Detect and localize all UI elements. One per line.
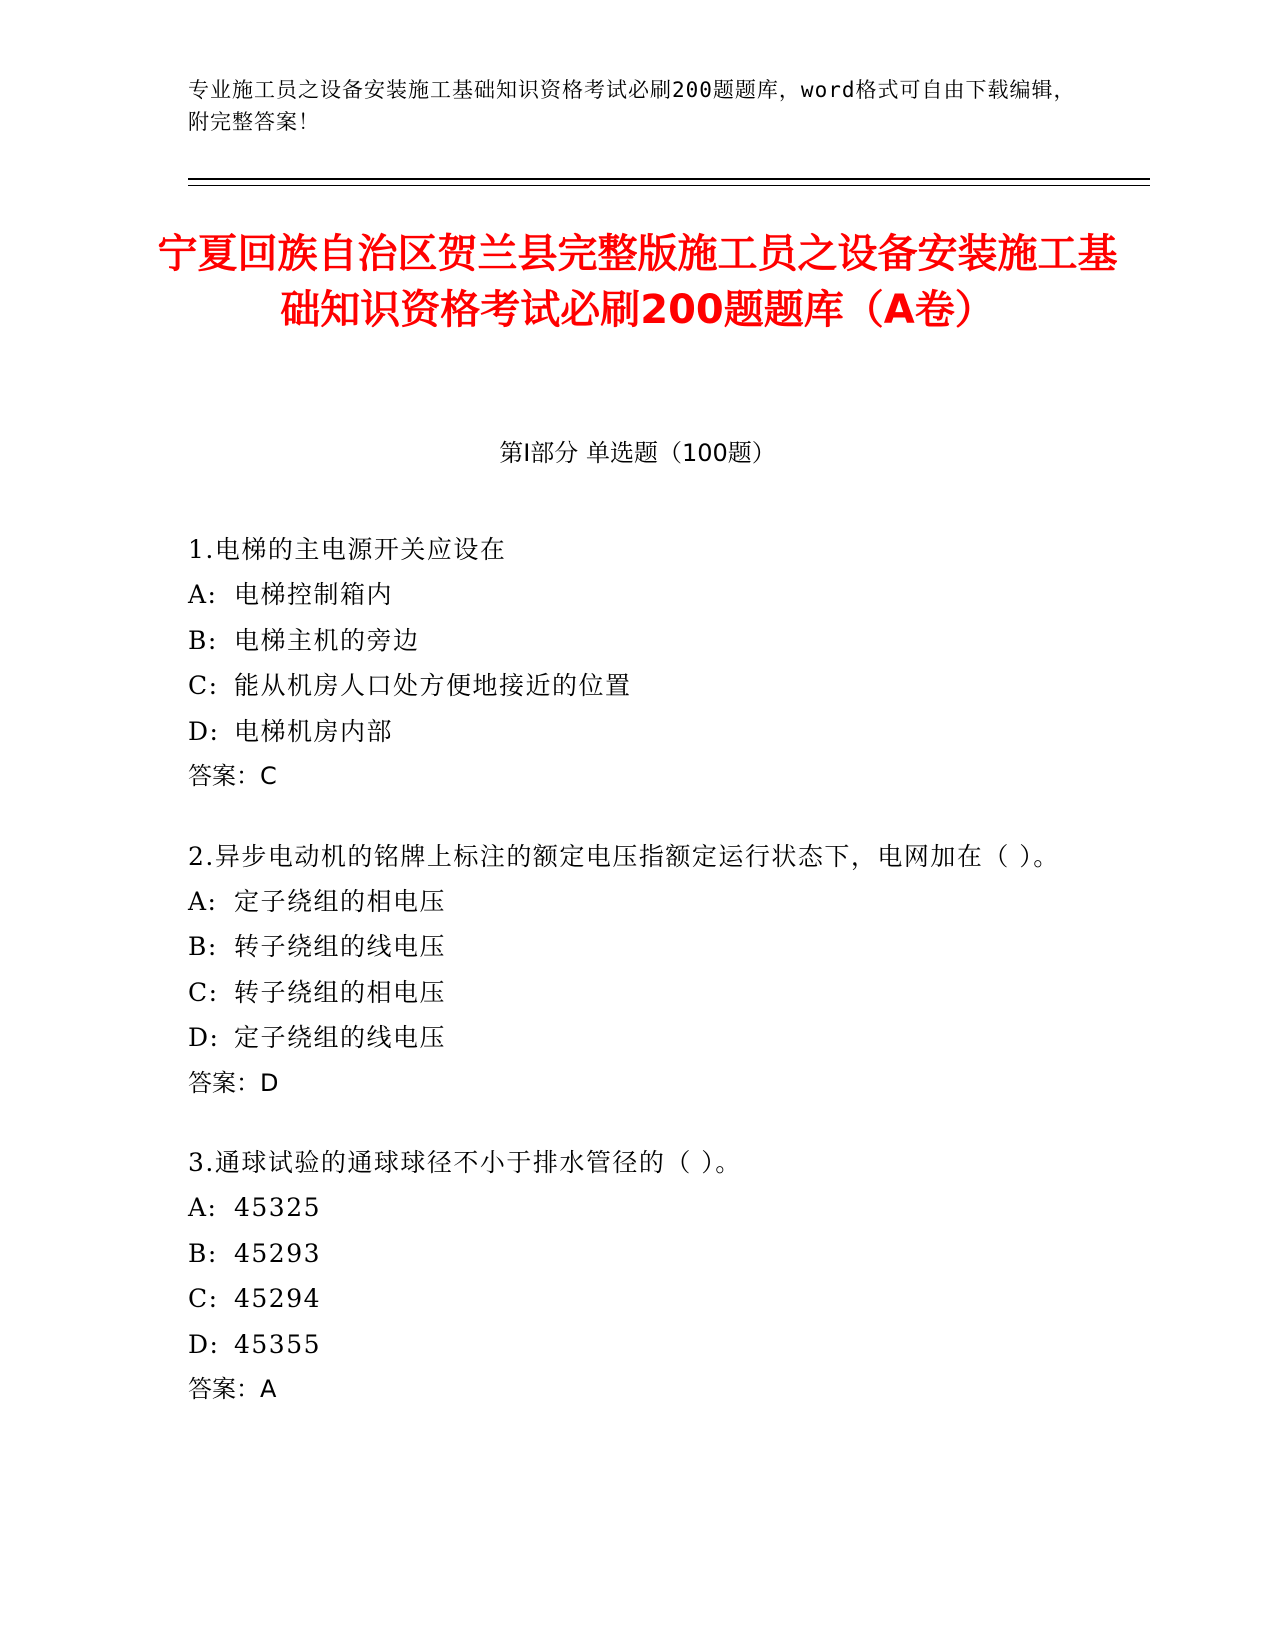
header-divider-thin — [188, 185, 1150, 186]
question-stem: 3.通球试验的通球球径不小于排水管径的（ ）。 — [188, 1148, 742, 1177]
option-d — [188, 1015, 1088, 1061]
option-letter: A: — [188, 580, 218, 609]
option-letter: A: — [188, 886, 218, 916]
option-a — [188, 572, 1088, 618]
section-heading: 第Ⅰ部分 单选题（100题） — [499, 439, 776, 467]
option-letter: D: — [188, 1023, 220, 1052]
option-letter: C: — [188, 977, 219, 1007]
option-letter: C: — [188, 671, 219, 700]
option-d — [188, 709, 1088, 755]
option-text: 45355 — [234, 1329, 322, 1359]
option-letter: D: — [188, 1329, 220, 1359]
option-text: 电梯主机的旁边 — [234, 625, 420, 655]
question-1 — [188, 527, 1088, 800]
option-text: 转子绕组的线电压 — [234, 932, 447, 961]
option-text: 定子绕组的线电压 — [234, 1023, 447, 1052]
question-stem: 2.异步电动机的铭牌上标注的额定电压指额定运行状态下，电网加在（ ）。 — [188, 841, 1060, 871]
header-divider-thick — [188, 178, 1150, 180]
option-text: 45293 — [234, 1238, 322, 1268]
option-letter: D: — [188, 716, 220, 746]
option-b — [188, 1231, 1088, 1277]
option-text: 定子绕组的相电压 — [234, 886, 447, 916]
option-text: 45294 — [234, 1284, 322, 1313]
question-2 — [188, 834, 1088, 1107]
question-3 — [188, 1140, 1088, 1413]
answer-line: 答案：D — [188, 1068, 279, 1097]
option-b — [188, 618, 1088, 664]
answer-line: 答案：C — [188, 762, 277, 790]
option-text: 转子绕组的相电压 — [234, 977, 447, 1007]
document-title: 宁夏回族自治区贺兰县完整版施工员之设备安装施工基础知识资格考试必刷200题题库（A卷） — [157, 231, 1118, 333]
option-letter: C: — [188, 1284, 219, 1313]
question-list — [188, 527, 1088, 1447]
option-text: 45325 — [234, 1193, 322, 1222]
option-a — [188, 879, 1088, 925]
option-text: 能从机房人口处方便地接近的位置 — [234, 671, 632, 700]
option-c — [188, 663, 1088, 709]
option-text: 电梯机房内部 — [234, 716, 394, 746]
option-c — [188, 1276, 1088, 1322]
question-stem: 1.电梯的主电源开关应设在 — [188, 535, 507, 564]
option-letter: B: — [188, 1238, 218, 1268]
header-note: 专业施工员之设备安装施工基础知识资格考试必刷200题题库，word格式可自由下载编辑，附完整答案！ — [188, 78, 1076, 134]
option-letter: B: — [188, 932, 218, 961]
answer-line: 答案：A — [188, 1375, 277, 1403]
option-text: 电梯控制箱内 — [234, 580, 394, 609]
option-a — [188, 1185, 1088, 1231]
option-d — [188, 1322, 1088, 1368]
option-b — [188, 924, 1088, 970]
option-letter: B: — [188, 625, 218, 655]
option-c — [188, 970, 1088, 1016]
option-letter: A: — [188, 1193, 218, 1222]
